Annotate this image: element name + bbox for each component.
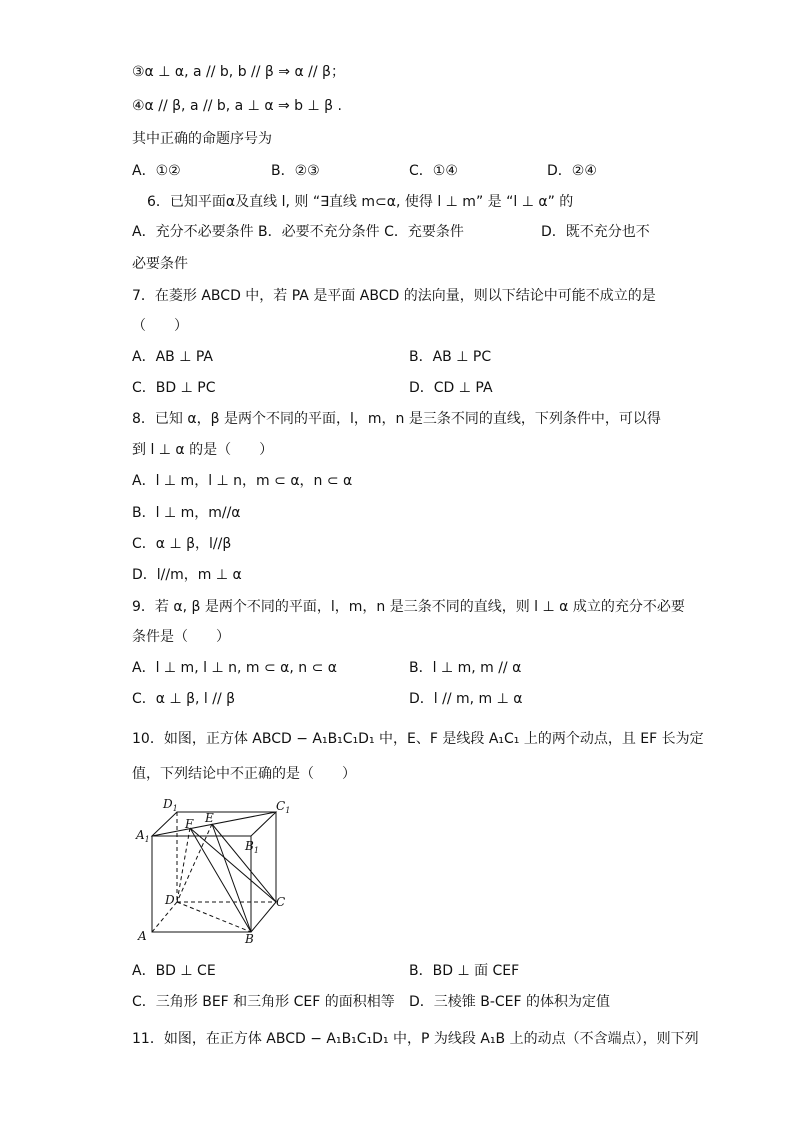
line-fc bbox=[190, 828, 276, 902]
q7-option-b: B．AB ⊥ PC bbox=[409, 349, 492, 365]
label-e: E bbox=[205, 811, 214, 825]
q9-option-d: D．l // m, m ⊥ α bbox=[409, 691, 523, 707]
q10-option-a: A．BD ⊥ CE bbox=[132, 963, 216, 979]
cube-front-face bbox=[152, 836, 251, 932]
q6-option-d: D．既不充分也不 bbox=[541, 224, 650, 240]
label-a: A bbox=[138, 929, 147, 943]
q7-stem: 7．在菱形 ABCD 中，若 PA 是平面 ABCD 的法向量，则以下结论中可能不成立的是 bbox=[132, 288, 656, 304]
hidden-line-fd bbox=[177, 828, 190, 902]
q10-option-c: C．三角形 BEF 和三角形 CEF 的面积相等 bbox=[132, 994, 395, 1010]
diagonal-a1c1 bbox=[152, 812, 276, 836]
q7-option-a: A．AB ⊥ PA bbox=[132, 349, 213, 365]
q7-option-d: D．CD ⊥ PA bbox=[409, 380, 493, 396]
label-b: B bbox=[245, 932, 254, 946]
label-b1: $B_1$ bbox=[245, 839, 259, 855]
label-f: F bbox=[185, 817, 194, 831]
q5-prompt: 其中正确的命题序号为 bbox=[132, 131, 272, 147]
q10-stem: 10．如图，正方体 ABCD − A₁B₁C₁D₁ 中，E、F 是线段 A₁C₁ 上的两个动点，且 EF 长为定 bbox=[132, 731, 704, 747]
q10-option-b: B．BD ⊥ 面 CEF bbox=[409, 963, 520, 979]
q8-option-b: B．l ⊥ m，m//α bbox=[132, 505, 241, 521]
label-a1: $A_1$ bbox=[136, 828, 150, 844]
q8-stem-2: 到 l ⊥ α 的是（ ） bbox=[132, 442, 274, 458]
hidden-line-db bbox=[177, 902, 251, 932]
q7-paren: （ ） bbox=[132, 318, 188, 334]
cube-figure bbox=[128, 794, 298, 950]
q5-option-c: C．①④ bbox=[409, 163, 458, 179]
edge-bc bbox=[251, 902, 276, 932]
q6-options: A．充分不必要条件 B．必要不充分条件 C．充要条件 bbox=[132, 224, 464, 240]
q8-option-d: D．l//m，m ⊥ α bbox=[132, 567, 242, 583]
line-fb bbox=[190, 828, 251, 932]
label-d: D bbox=[165, 893, 175, 907]
q9-stem-2: 条件是（ ） bbox=[132, 629, 230, 645]
q6-option-d-cont: 必要条件 bbox=[132, 256, 188, 272]
q10-stem-2: 值，下列结论中不正确的是（ ） bbox=[132, 766, 356, 782]
q11-stem: 11．如图，在正方体 ABCD − A₁B₁C₁D₁ 中，P 为线段 A₁B 上的动点（不含端点），则下列 bbox=[132, 1031, 699, 1047]
q5-option-d: D．②④ bbox=[547, 163, 597, 179]
label-c1: $C_1$ bbox=[276, 799, 291, 815]
q9-stem: 9．若 α, β 是两个不同的平面，l，m，n 是三条不同的直线，则 l ⊥ α 成立的充分不必要 bbox=[132, 599, 685, 615]
q9-option-c: C．α ⊥ β, l // β bbox=[132, 691, 236, 707]
q5-option-b: B．②③ bbox=[271, 163, 320, 179]
q8-option-a: A．l ⊥ m，l ⊥ n，m ⊂ α，n ⊂ α bbox=[132, 473, 353, 489]
q10-option-d: D．三棱锥 B-CEF 的体积为定值 bbox=[409, 994, 611, 1010]
statement-4: ④α // β, a // b, a ⊥ α ⇒ b ⊥ β . bbox=[132, 98, 342, 114]
q5-option-a: A．①② bbox=[132, 163, 181, 179]
q8-stem: 8．已知 α，β 是两个不同的平面，l，m，n 是三条不同的直线，下列条件中，可以得 bbox=[132, 411, 661, 427]
q6-stem: 6．已知平面α及直线 l, 则 “∃直线 m⊂α, 使得 l ⊥ m” 是 “l ⊥ α” 的 bbox=[147, 194, 574, 210]
q8-option-c: C．α ⊥ β，l//β bbox=[132, 536, 232, 552]
label-c: C bbox=[276, 895, 286, 909]
q7-option-c: C．BD ⊥ PC bbox=[132, 380, 216, 396]
statement-3: ③α ⊥ α, a // b, b // β ⇒ α // β； bbox=[132, 64, 345, 80]
q9-option-a: A．l ⊥ m, l ⊥ n, m ⊂ α, n ⊂ α bbox=[132, 660, 337, 676]
label-d1: $D_1$ bbox=[163, 797, 178, 813]
q9-option-b: B．l ⊥ m, m // α bbox=[409, 660, 522, 676]
